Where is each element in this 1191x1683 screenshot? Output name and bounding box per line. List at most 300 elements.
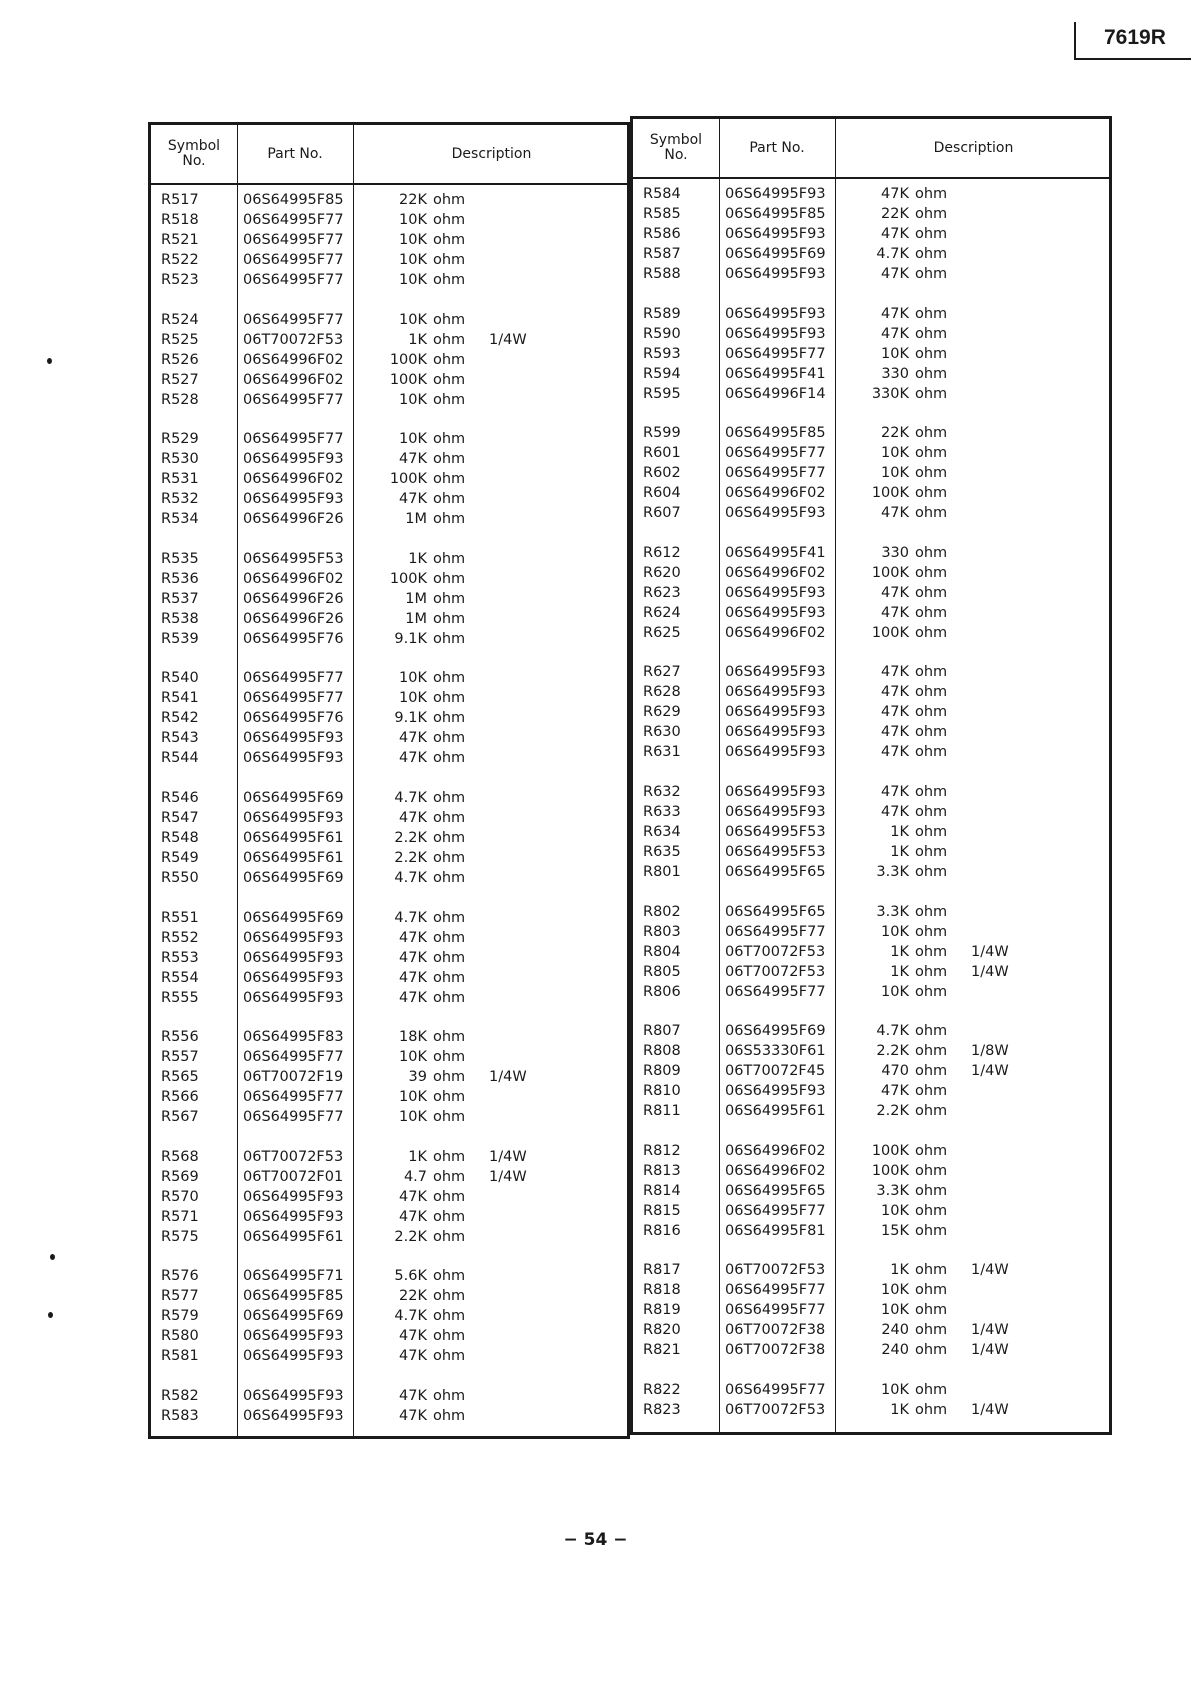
unit-cell: ohm bbox=[915, 624, 948, 641]
header-description-text: Description bbox=[933, 139, 1014, 156]
value-cell: 10K bbox=[399, 252, 427, 268]
part-number-cell: 06S64995F93 bbox=[725, 505, 826, 522]
value-cell: 100K bbox=[871, 1162, 909, 1179]
value-cell: 10K bbox=[881, 1381, 909, 1398]
value-cell: 1K bbox=[890, 963, 909, 980]
table-row bbox=[151, 350, 627, 370]
symbol-cell: R805 bbox=[643, 963, 681, 980]
value-cell: 47K bbox=[399, 491, 427, 508]
table-row bbox=[633, 623, 1109, 643]
part-number-cell: 06S64995F53 bbox=[725, 823, 826, 840]
unit-cell: ohm bbox=[915, 943, 948, 960]
scan-speck bbox=[48, 1312, 53, 1318]
table-row bbox=[151, 390, 627, 410]
unit-cell: ohm bbox=[433, 232, 466, 248]
symbol-cell: R804 bbox=[643, 943, 681, 960]
rating-cell: 1/4W bbox=[489, 1148, 527, 1165]
value-cell: 240 bbox=[881, 1342, 909, 1359]
symbol-cell: R529 bbox=[161, 431, 199, 448]
part-number-cell: 06S53330F61 bbox=[725, 1043, 826, 1060]
row-group bbox=[151, 668, 627, 768]
symbol-cell: R803 bbox=[643, 923, 681, 940]
value-cell: 47K bbox=[881, 266, 909, 282]
symbol-cell: R811 bbox=[643, 1103, 681, 1120]
symbol-cell: R541 bbox=[161, 690, 199, 707]
unit-cell: ohm bbox=[915, 963, 948, 980]
row-group bbox=[633, 902, 1109, 1002]
unit-cell: ohm bbox=[433, 929, 466, 946]
unit-cell: ohm bbox=[915, 1063, 948, 1080]
symbol-cell: R527 bbox=[161, 371, 199, 388]
part-number-cell: 06S64995F93 bbox=[725, 1083, 826, 1100]
table-row bbox=[633, 264, 1109, 284]
value-cell: 18K bbox=[399, 1029, 427, 1046]
unit-cell: ohm bbox=[915, 1282, 948, 1299]
symbol-cell: R579 bbox=[161, 1308, 199, 1325]
value-cell: 10K bbox=[881, 445, 909, 462]
symbol-cell: R525 bbox=[161, 331, 199, 348]
value-cell: 10K bbox=[399, 1049, 427, 1066]
scan-speck bbox=[50, 1254, 55, 1260]
value-cell: 15K bbox=[881, 1222, 909, 1239]
symbol-cell: R557 bbox=[161, 1049, 199, 1066]
symbol-cell: R570 bbox=[161, 1188, 199, 1205]
symbol-cell: R812 bbox=[643, 1142, 681, 1159]
part-number-cell: 06S64995F93 bbox=[725, 604, 826, 621]
unit-cell: ohm bbox=[433, 311, 466, 328]
table-row bbox=[633, 842, 1109, 862]
header-part-text: Part No. bbox=[749, 139, 805, 156]
part-number-cell: 06S64995F61 bbox=[243, 829, 344, 846]
unit-cell: ohm bbox=[915, 465, 948, 482]
part-number-cell: 06T70072F38 bbox=[725, 1342, 826, 1359]
header-description bbox=[353, 125, 630, 183]
part-number-cell: 06S64996F02 bbox=[243, 351, 344, 368]
table-row bbox=[633, 822, 1109, 842]
unit-cell: ohm bbox=[433, 1208, 466, 1225]
part-number-cell: 06S64995F69 bbox=[243, 869, 344, 886]
unit-cell: ohm bbox=[433, 471, 466, 488]
row-group bbox=[151, 1027, 627, 1127]
symbol-cell: R583 bbox=[161, 1407, 199, 1424]
part-number-cell: 06S64995F77 bbox=[243, 212, 344, 228]
part-number-cell: 06S64995F41 bbox=[725, 365, 826, 382]
table-row bbox=[151, 370, 627, 390]
value-cell: 9.1K bbox=[394, 710, 427, 727]
header-symbol-no bbox=[633, 119, 719, 177]
row-group bbox=[151, 1386, 627, 1426]
table-row bbox=[151, 469, 627, 489]
row-group bbox=[633, 662, 1109, 762]
value-cell: 1K bbox=[890, 823, 909, 840]
symbol-cell: R538 bbox=[161, 610, 199, 627]
part-number-cell: 06S64995F77 bbox=[243, 391, 344, 408]
unit-cell: ohm bbox=[915, 863, 948, 880]
value-cell: 47K bbox=[881, 505, 909, 522]
unit-cell: ohm bbox=[433, 511, 466, 528]
part-number-cell: 06T70072F38 bbox=[725, 1322, 826, 1339]
table-row bbox=[633, 364, 1109, 384]
part-number-cell: 06T70072F53 bbox=[725, 943, 826, 960]
part-number-cell: 06S64995F77 bbox=[725, 1202, 826, 1219]
symbol-cell: R581 bbox=[161, 1348, 199, 1365]
unit-cell: ohm bbox=[433, 789, 466, 806]
symbol-cell: R551 bbox=[161, 909, 199, 926]
part-number-cell: 06S64995F65 bbox=[725, 863, 826, 880]
table-row bbox=[633, 1300, 1109, 1320]
value-cell: 47K bbox=[399, 929, 427, 946]
table-row bbox=[633, 702, 1109, 722]
unit-cell: ohm bbox=[915, 783, 948, 800]
symbol-cell: R601 bbox=[643, 445, 681, 462]
table-row bbox=[151, 1067, 627, 1087]
table-row bbox=[151, 1286, 627, 1306]
value-cell: 1M bbox=[405, 511, 427, 528]
row-group bbox=[633, 304, 1109, 404]
value-cell: 1K bbox=[890, 943, 909, 960]
table-row bbox=[633, 1400, 1109, 1420]
symbol-cell: R589 bbox=[643, 305, 681, 322]
table-row bbox=[151, 708, 627, 728]
unit-cell: ohm bbox=[433, 710, 466, 727]
symbol-cell: R524 bbox=[161, 311, 199, 328]
table-row bbox=[633, 324, 1109, 344]
value-cell: 3.3K bbox=[876, 903, 909, 920]
row-group bbox=[633, 423, 1109, 523]
unit-cell: ohm bbox=[915, 1142, 948, 1159]
unit-cell: ohm bbox=[915, 385, 948, 402]
table-row bbox=[151, 330, 627, 350]
part-number-cell: 06S64995F53 bbox=[243, 550, 344, 567]
value-cell: 47K bbox=[399, 1328, 427, 1345]
unit-cell: ohm bbox=[915, 544, 948, 561]
part-number-cell: 06S64995F93 bbox=[725, 803, 826, 820]
part-number-cell: 06T70072F53 bbox=[243, 331, 344, 348]
part-number-cell: 06S64995F61 bbox=[725, 1103, 826, 1120]
value-cell: 3.3K bbox=[876, 1182, 909, 1199]
value-cell: 10K bbox=[881, 983, 909, 1000]
unit-cell: ohm bbox=[433, 371, 466, 388]
symbol-cell: R593 bbox=[643, 345, 681, 362]
unit-cell: ohm bbox=[915, 1322, 948, 1339]
table-row bbox=[151, 928, 627, 948]
part-number-cell: 06S64995F65 bbox=[725, 903, 826, 920]
symbol-cell: R801 bbox=[643, 863, 681, 880]
unit-cell: ohm bbox=[433, 192, 466, 208]
part-number-cell: 06S64995F93 bbox=[725, 325, 826, 342]
value-cell: 4.7K bbox=[876, 1023, 909, 1040]
table-row bbox=[633, 384, 1109, 404]
table-rows bbox=[633, 184, 1109, 1440]
table-row bbox=[633, 682, 1109, 702]
symbol-cell: R587 bbox=[643, 246, 681, 262]
part-number-cell: 06S64995F77 bbox=[243, 1049, 344, 1066]
symbol-cell: R810 bbox=[643, 1083, 681, 1100]
symbol-cell: R580 bbox=[161, 1328, 199, 1345]
unit-cell: ohm bbox=[915, 903, 948, 920]
table-row bbox=[633, 942, 1109, 962]
value-cell: 100K bbox=[389, 371, 427, 388]
value-cell: 1K bbox=[408, 1148, 427, 1165]
unit-cell: ohm bbox=[915, 186, 948, 202]
unit-cell: ohm bbox=[915, 803, 948, 820]
row-group bbox=[151, 1147, 627, 1247]
value-cell: 47K bbox=[881, 704, 909, 721]
table-row bbox=[151, 1306, 627, 1326]
value-cell: 22K bbox=[881, 425, 909, 442]
symbol-cell: R607 bbox=[643, 505, 681, 522]
value-cell: 10K bbox=[399, 690, 427, 707]
table-row bbox=[151, 250, 627, 270]
symbol-cell: R555 bbox=[161, 989, 199, 1006]
value-cell: 330 bbox=[881, 544, 909, 561]
symbol-cell: R535 bbox=[161, 550, 199, 567]
value-cell: 100K bbox=[389, 351, 427, 368]
unit-cell: ohm bbox=[433, 590, 466, 607]
unit-cell: ohm bbox=[915, 505, 948, 522]
symbol-cell: R584 bbox=[643, 186, 681, 202]
value-cell: 1M bbox=[405, 590, 427, 607]
value-cell: 5.6K bbox=[394, 1268, 427, 1285]
symbol-cell: R631 bbox=[643, 744, 681, 761]
symbol-cell: R628 bbox=[643, 684, 681, 701]
unit-cell: ohm bbox=[433, 331, 466, 348]
value-cell: 47K bbox=[399, 1348, 427, 1365]
value-cell: 1M bbox=[405, 610, 427, 627]
table-row bbox=[633, 1260, 1109, 1280]
unit-cell: ohm bbox=[433, 272, 466, 288]
rating-cell: 1/4W bbox=[971, 963, 1009, 980]
unit-cell: ohm bbox=[433, 809, 466, 826]
table-row bbox=[151, 569, 627, 589]
table-row bbox=[151, 908, 627, 928]
symbol-cell: R566 bbox=[161, 1089, 199, 1106]
unit-cell: ohm bbox=[433, 1188, 466, 1205]
row-group bbox=[633, 1260, 1109, 1360]
symbol-cell: R554 bbox=[161, 969, 199, 986]
unit-cell: ohm bbox=[915, 923, 948, 940]
symbol-cell: R594 bbox=[643, 365, 681, 382]
unit-cell: ohm bbox=[433, 212, 466, 228]
row-group bbox=[151, 310, 627, 410]
table-row bbox=[633, 1081, 1109, 1101]
value-cell: 2.2K bbox=[876, 1043, 909, 1060]
part-number-cell: 06S64995F93 bbox=[243, 1407, 344, 1424]
part-number-cell: 06S64995F77 bbox=[725, 1302, 826, 1319]
value-cell: 47K bbox=[881, 305, 909, 322]
table-row bbox=[151, 1187, 627, 1207]
symbol-cell: R813 bbox=[643, 1162, 681, 1179]
rating-cell: 1/4W bbox=[971, 1262, 1009, 1279]
table-header bbox=[151, 125, 627, 185]
part-number-cell: 06S64996F02 bbox=[725, 1142, 826, 1159]
table-row bbox=[633, 1221, 1109, 1241]
unit-cell: ohm bbox=[915, 684, 948, 701]
table-row bbox=[633, 982, 1109, 1002]
part-number-cell: 06S64995F77 bbox=[243, 431, 344, 448]
table-row bbox=[633, 543, 1109, 563]
unit-cell: ohm bbox=[915, 604, 948, 621]
value-cell: 10K bbox=[399, 311, 427, 328]
unit-cell: ohm bbox=[915, 1162, 948, 1179]
symbol-cell: R523 bbox=[161, 272, 199, 288]
table-row bbox=[633, 1280, 1109, 1300]
value-cell: 47K bbox=[399, 969, 427, 986]
table-row bbox=[151, 1047, 627, 1067]
table-row bbox=[633, 902, 1109, 922]
table-row bbox=[633, 304, 1109, 324]
unit-cell: ohm bbox=[433, 431, 466, 448]
value-cell: 4.7K bbox=[394, 789, 427, 806]
unit-cell: ohm bbox=[433, 1168, 466, 1185]
symbol-cell: R620 bbox=[643, 564, 681, 581]
part-number-cell: 06S64995F81 bbox=[725, 1222, 826, 1239]
row-group bbox=[151, 549, 627, 649]
table-row bbox=[633, 862, 1109, 882]
rating-cell: 1/8W bbox=[971, 1043, 1009, 1060]
part-number-cell: 06T70072F53 bbox=[725, 1262, 826, 1279]
table-row bbox=[633, 962, 1109, 982]
header-part-no bbox=[719, 119, 835, 177]
value-cell: 10K bbox=[399, 391, 427, 408]
unit-cell: ohm bbox=[915, 485, 948, 502]
part-number-cell: 06S64996F26 bbox=[243, 590, 344, 607]
table-row bbox=[633, 224, 1109, 244]
unit-cell: ohm bbox=[433, 451, 466, 468]
part-number-cell: 06S64995F76 bbox=[243, 630, 344, 647]
part-number-cell: 06S64995F93 bbox=[243, 809, 344, 826]
unit-cell: ohm bbox=[433, 1328, 466, 1345]
table-row bbox=[633, 742, 1109, 762]
table-row bbox=[633, 662, 1109, 682]
unit-cell: ohm bbox=[915, 1381, 948, 1398]
unit-cell: ohm bbox=[433, 670, 466, 687]
part-number-cell: 06S64995F85 bbox=[725, 425, 826, 442]
table-row bbox=[151, 230, 627, 250]
symbol-cell: R568 bbox=[161, 1148, 199, 1165]
table-row bbox=[633, 1041, 1109, 1061]
part-number-cell: 06S64996F26 bbox=[243, 610, 344, 627]
rating-cell: 1/4W bbox=[489, 1168, 527, 1185]
value-cell: 3.3K bbox=[876, 863, 909, 880]
part-number-cell: 06S64995F93 bbox=[243, 451, 344, 468]
unit-cell: ohm bbox=[433, 869, 466, 886]
table-row bbox=[633, 583, 1109, 603]
table-row bbox=[151, 429, 627, 449]
symbol-cell: R802 bbox=[643, 903, 681, 920]
table-row bbox=[633, 782, 1109, 802]
part-number-cell: 06S64995F93 bbox=[243, 1387, 344, 1404]
part-number-cell: 06S64995F77 bbox=[243, 690, 344, 707]
value-cell: 4.7K bbox=[394, 909, 427, 926]
table-row bbox=[633, 1141, 1109, 1161]
unit-cell: ohm bbox=[433, 351, 466, 368]
unit-cell: ohm bbox=[915, 1222, 948, 1239]
unit-cell: ohm bbox=[433, 630, 466, 647]
part-number-cell: 06S64995F93 bbox=[725, 266, 826, 282]
value-cell: 22K bbox=[399, 192, 427, 208]
symbol-cell: R806 bbox=[643, 983, 681, 1000]
value-cell: 47K bbox=[399, 1188, 427, 1205]
value-cell: 47K bbox=[399, 949, 427, 966]
value-cell: 47K bbox=[881, 325, 909, 342]
table-row bbox=[151, 1346, 627, 1366]
symbol-cell: R517 bbox=[161, 192, 199, 208]
value-cell: 100K bbox=[871, 624, 909, 641]
value-cell: 100K bbox=[389, 471, 427, 488]
value-cell: 10K bbox=[881, 1282, 909, 1299]
unit-cell: ohm bbox=[433, 969, 466, 986]
unit-cell: ohm bbox=[915, 206, 948, 222]
unit-cell: ohm bbox=[433, 1407, 466, 1424]
table-row bbox=[151, 668, 627, 688]
unit-cell: ohm bbox=[915, 445, 948, 462]
table-row bbox=[151, 1107, 627, 1127]
unit-cell: ohm bbox=[433, 949, 466, 966]
table-row bbox=[151, 210, 627, 230]
part-number-cell: 06S64995F77 bbox=[725, 345, 826, 362]
part-number-cell: 06S64995F93 bbox=[243, 949, 344, 966]
value-cell: 4.7K bbox=[876, 246, 909, 262]
table-row bbox=[633, 483, 1109, 503]
symbol-cell: R544 bbox=[161, 750, 199, 767]
row-group bbox=[151, 908, 627, 1008]
symbol-cell: R577 bbox=[161, 1288, 199, 1305]
value-cell: 330 bbox=[881, 365, 909, 382]
row-group bbox=[633, 782, 1109, 882]
part-number-cell: 06S64995F71 bbox=[243, 1268, 344, 1285]
value-cell: 100K bbox=[871, 1142, 909, 1159]
unit-cell: ohm bbox=[433, 1049, 466, 1066]
unit-cell: ohm bbox=[433, 550, 466, 567]
part-number-cell: 06S64995F93 bbox=[725, 226, 826, 242]
symbol-cell: R588 bbox=[643, 266, 681, 282]
rating-cell: 1/4W bbox=[971, 1322, 1009, 1339]
symbol-cell: R537 bbox=[161, 590, 199, 607]
table-row bbox=[151, 1167, 627, 1187]
symbol-cell: R635 bbox=[643, 843, 681, 860]
part-number-cell: 06S64996F02 bbox=[725, 1162, 826, 1179]
symbol-cell: R820 bbox=[643, 1322, 681, 1339]
part-number-cell: 06S64995F93 bbox=[725, 584, 826, 601]
part-number-cell: 06S64995F61 bbox=[243, 1228, 344, 1245]
value-cell: 10K bbox=[881, 465, 909, 482]
row-group bbox=[633, 1021, 1109, 1121]
unit-cell: ohm bbox=[433, 491, 466, 508]
value-cell: 39 bbox=[408, 1069, 427, 1086]
unit-cell: ohm bbox=[433, 1148, 466, 1165]
table-row bbox=[151, 788, 627, 808]
unit-cell: ohm bbox=[433, 1387, 466, 1404]
unit-cell: ohm bbox=[433, 690, 466, 707]
symbol-cell: R819 bbox=[643, 1302, 681, 1319]
table-row bbox=[633, 1340, 1109, 1360]
table-row bbox=[151, 1227, 627, 1247]
symbol-cell: R821 bbox=[643, 1342, 681, 1359]
table-row bbox=[633, 1021, 1109, 1041]
header-symbol-text: Symbol No. bbox=[167, 138, 221, 169]
value-cell: 47K bbox=[881, 604, 909, 621]
table-row bbox=[633, 922, 1109, 942]
unit-cell: ohm bbox=[433, 1089, 466, 1106]
unit-cell: ohm bbox=[915, 1023, 948, 1040]
header-symbol-text: Symbol No. bbox=[649, 132, 703, 163]
table-row bbox=[633, 1101, 1109, 1121]
table-row bbox=[151, 310, 627, 330]
value-cell: 47K bbox=[399, 730, 427, 747]
unit-cell: ohm bbox=[433, 849, 466, 866]
row-group bbox=[633, 1141, 1109, 1241]
